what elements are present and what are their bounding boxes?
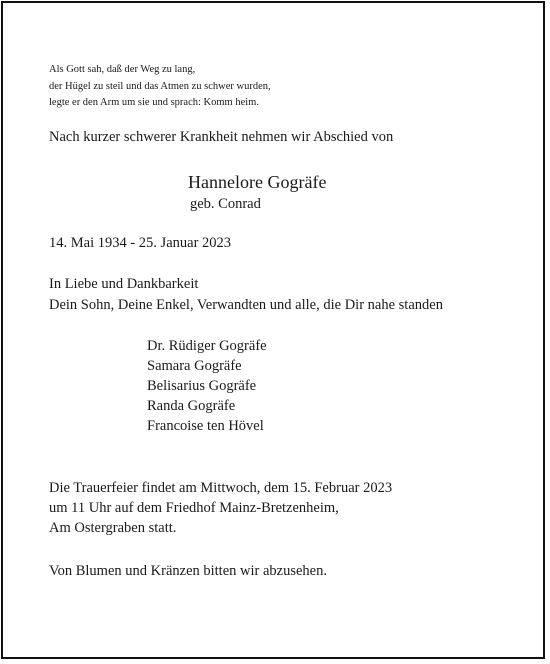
intro-text: Nach kurzer schwerer Krankheit nehmen wir Abschied von: [49, 129, 394, 145]
life-dates: 14. Mai 1934 - 25. Januar 2023: [49, 235, 232, 251]
service-line-2: um 11 Uhr auf dem Friedhof Mainz-Bretzenheim,: [49, 500, 339, 516]
mourners-line-1: In Liebe und Dankbarkeit: [49, 276, 199, 292]
family-member: Francoise ten Hövel: [147, 418, 264, 434]
family-member: Belisarius Gogräfe: [147, 378, 257, 394]
deceased-birth-name: geb. Conrad: [190, 196, 261, 212]
family-member: Dr. Rüdiger Gogräfe: [147, 338, 267, 354]
deceased-name: Hannelore Gogräfe: [188, 172, 327, 192]
family-member: Randa Gogräfe: [147, 398, 236, 414]
service-line-1: Die Trauerfeier findet am Mittwoch, dem 15. Februar 2023: [49, 480, 393, 496]
closing-note: Von Blumen und Kränzen bitten wir abzusehen.: [49, 563, 327, 579]
poem-line-3: legte er den Arm um sie und sprach: Komm heim.: [49, 97, 259, 108]
family-member: Samara Gogräfe: [147, 358, 242, 374]
poem-line-1: Als Gott sah, daß der Weg zu lang,: [49, 64, 196, 75]
mourners-line-2: Dein Sohn, Deine Enkel, Verwandten und alle, die Dir nahe standen: [49, 297, 443, 313]
service-line-3: Am Ostergraben statt.: [49, 520, 177, 536]
poem-line-2: der Hügel zu steil und das Atmen zu schwer wurden,: [49, 81, 271, 92]
